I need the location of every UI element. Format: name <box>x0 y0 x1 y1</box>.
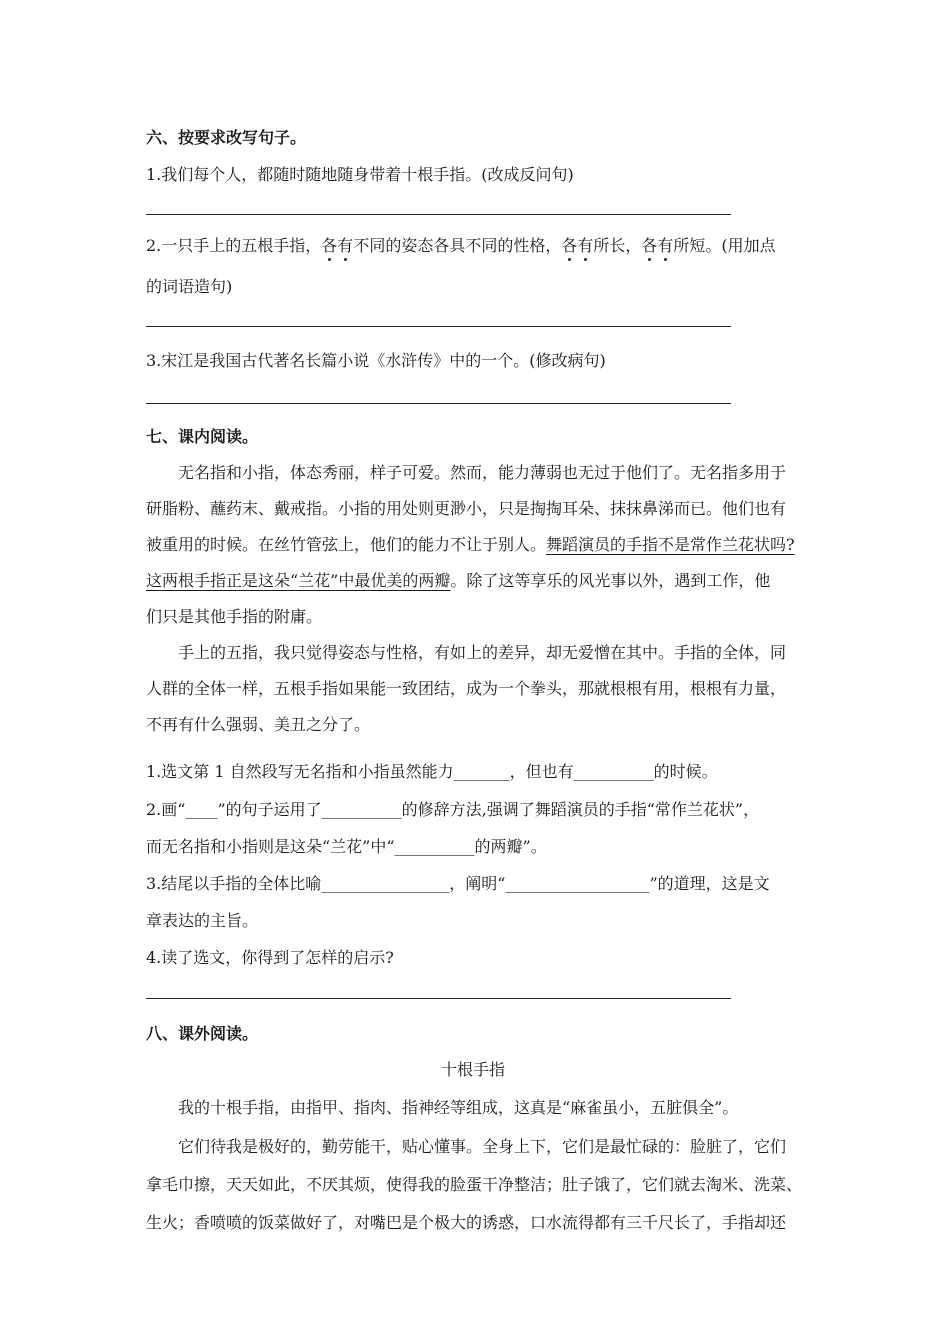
section-6-heading: 六、按要求改写句子。 <box>146 128 307 147</box>
para1-line3-text: 被重用的时候。在丝竹管弦上，他们的能力不让于别人。 <box>146 535 547 554</box>
para1-line4-text: 。除了这等享乐的风光事以外，遇到工作，他 <box>450 571 771 590</box>
s7-question-4: 4.读了选文，你得到了怎样的启示? <box>146 948 394 967</box>
s7-question-3: 3.结尾以手指的全体比喻________________，阐明“__________________”的道理，这是文 <box>146 874 770 893</box>
s8-para2-line1: 它们待我是极好的，勤劳能干，贴心懂事。全身上下，它们是最忙碌的：脸脏了，它们 <box>178 1137 787 1156</box>
dotted-char: 有 <box>577 233 593 256</box>
s6-question-2 <box>146 233 776 256</box>
s6-question-2-line-2: 的词语造句) <box>146 277 233 296</box>
passage-title: 十根手指 <box>441 1060 506 1079</box>
s7-para1-line4 <box>146 568 770 591</box>
dotted-char: 有 <box>657 233 673 256</box>
s7-para1-line3 <box>146 532 795 555</box>
dotted-char: 有 <box>337 233 353 256</box>
answer-line-4 <box>146 998 731 999</box>
answer-line-3 <box>146 403 731 404</box>
answer-line-2 <box>146 326 731 327</box>
underlined-sentence: 舞蹈演员的手指不是常作兰花状吗? <box>546 535 795 554</box>
s7-para2-line3: 不再有什么强弱、美丑之分了。 <box>146 715 371 734</box>
s8-para2-line3: 生火；香喷喷的饭菜做好了，对嘴巴是个极大的诱惑，口水流得都有三千尺长了，手指却还 <box>146 1213 787 1232</box>
s7-para2-line2: 人群的全体一样，五根手指如果能一致团结，成为一个拳头，那就根根有用，根根有力量， <box>146 679 787 698</box>
s7-question-3-line-2: 章表达的主旨。 <box>146 911 259 930</box>
q2-text-4: 所短。(用加点 <box>673 236 776 255</box>
s7-para1-line5: 们只是其他手指的附庸。 <box>146 607 323 626</box>
dotted-char: 各 <box>561 233 577 256</box>
q2-text-3: 所长， <box>593 236 642 255</box>
q2-text-1: 2.一只手上的五根手指， <box>146 236 322 255</box>
s6-question-3: 3.宋江是我国古代著名长篇小说《水浒传》中的一个。(修改病句) <box>146 351 606 370</box>
s7-para1-line2: 研脂粉、蘸药末、戴戒指。小指的用处则更渺小，只是掏掏耳朵、抹抹鼻涕而已。他们也有 <box>146 499 787 518</box>
s6-question-1: 1.我们每个人，都随时随地随身带着十根手指。(改成反问句) <box>146 165 574 184</box>
answer-line-1 <box>146 214 731 215</box>
dotted-char: 各 <box>641 233 657 256</box>
s7-para1-line1: 无名指和小指，体态秀丽，样子可爱。然而，能力薄弱也无过于他们了。无名指多用于 <box>178 463 787 482</box>
s7-para2-line1: 手上的五指，我只觉得姿态与性格，有如上的差异，却无爱憎在其中。手指的全体，同 <box>178 643 787 662</box>
s7-question-1: 1.选文第 1 自然段写无名指和小指虽然能力_______，但也有__________的时候。 <box>146 762 718 781</box>
s7-question-2: 2.画“____”的句子运用了__________的修辞方法,强调了舞蹈演员的手指“常作兰花状”， <box>146 800 760 819</box>
section-7-heading: 七、课内阅读。 <box>146 427 259 446</box>
s8-para1: 我的十根手指，由指甲、指肉、指神经等组成，这真是“麻雀虽小，五脏俱全”。 <box>178 1098 739 1117</box>
section-8-heading: 八、课外阅读。 <box>146 1024 259 1043</box>
s8-para2-line2: 拿毛巾擦，天天如此，不厌其烦，使得我的脸蛋干净整洁；肚子饿了，它们就去淘米、洗菜、 <box>146 1175 803 1194</box>
underlined-sentence: 这两根手指正是这朵“兰花”中最优美的两瓣 <box>146 571 451 590</box>
s7-question-2-line-2: 而无名指和小指则是这朵“兰花”中“__________的两瓣”。 <box>146 837 547 856</box>
dotted-char: 各 <box>321 233 337 256</box>
q2-text-2: 不同的姿态各具不同的性格， <box>353 236 562 255</box>
